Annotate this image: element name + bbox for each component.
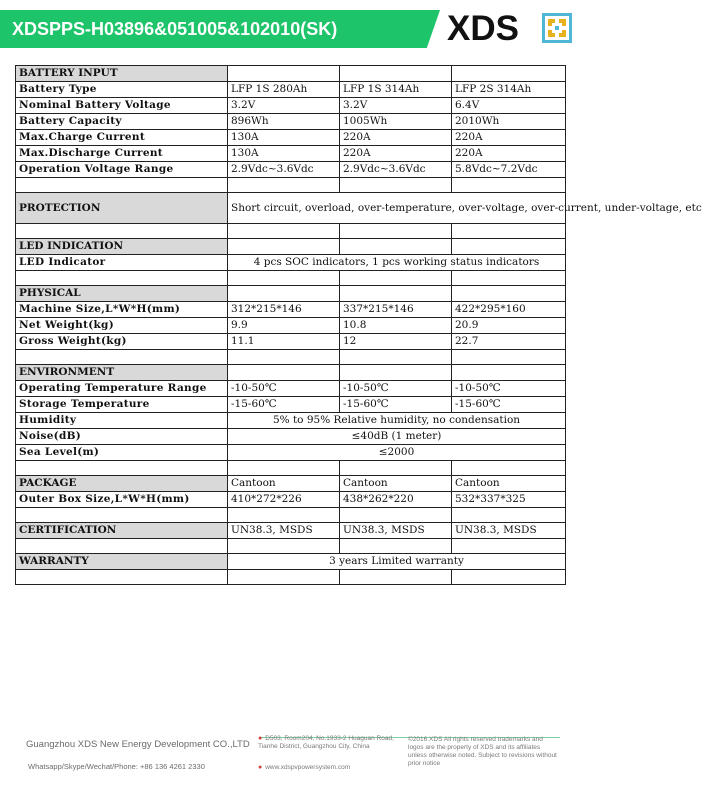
cell-value: 130A [228, 146, 340, 162]
cell-value: 12 [340, 334, 452, 350]
cell-value: 3 years Limited warranty [228, 554, 566, 570]
cell-value: 220A [452, 130, 566, 146]
row-label: Battery Capacity [16, 114, 228, 130]
cell-value: 2.9Vdc~3.6Vdc [340, 162, 452, 178]
globe-icon: ● [258, 764, 263, 771]
spacer-row [16, 570, 566, 585]
cell-value: 2010Wh [452, 114, 566, 130]
cell-value: 410*272*226 [228, 492, 340, 508]
cell-value: 22.7 [452, 334, 566, 350]
cell-value: -15-60℃ [228, 397, 340, 413]
row-label: Net Weight(kg) [16, 318, 228, 334]
cell-value: -15-60℃ [340, 397, 452, 413]
section-header-package: PACKAGE [16, 476, 228, 492]
cell-value: Cantoon [228, 476, 340, 492]
table-row [16, 397, 566, 413]
section-header-physical: PHYSICAL [16, 286, 228, 302]
cell-value: 9.9 [228, 318, 340, 334]
spacer-row [16, 539, 566, 554]
table-row [16, 302, 566, 318]
cell-value: 220A [452, 146, 566, 162]
cell-value: 337*215*146 [340, 302, 452, 318]
location-pin-icon: ● [258, 735, 263, 742]
cell-value: Cantoon [340, 476, 452, 492]
row-label: Machine Size,L*W*H(mm) [16, 302, 228, 318]
section-row-protection [16, 193, 566, 224]
spacer-row [16, 224, 566, 239]
xds-logo-icon [542, 13, 572, 43]
table-row [16, 381, 566, 397]
table-row [16, 334, 566, 350]
section-header-battery-input: BATTERY INPUT [16, 66, 228, 82]
section-row-physical [16, 286, 566, 302]
table-row [16, 114, 566, 130]
section-row-environment [16, 365, 566, 381]
cell-value: 2.9Vdc~3.6Vdc [228, 162, 340, 178]
cell-value: 11.1 [228, 334, 340, 350]
cell-value: Cantoon [452, 476, 566, 492]
footer-website-text[interactable]: www.xdspvpowersystem.com [265, 764, 351, 771]
row-label: Outer Box Size,L*W*H(mm) [16, 492, 228, 508]
table-row [16, 162, 566, 178]
row-label: Humidity [16, 413, 228, 429]
cell-value: UN38.3, MSDS [452, 523, 566, 539]
cell-value: -10-50℃ [340, 381, 452, 397]
table-row [16, 318, 566, 334]
cell-value: LFP 1S 280Ah [228, 82, 340, 98]
cell-value: 312*215*146 [228, 302, 340, 318]
cell-value: ≤40dB (1 meter) [228, 429, 566, 445]
cell-value: 438*262*220 [340, 492, 452, 508]
section-row-package [16, 476, 566, 492]
spacer-row [16, 350, 566, 365]
footer-website [258, 764, 350, 771]
row-label: Storage Temperature [16, 397, 228, 413]
cell-value: UN38.3, MSDS [228, 523, 340, 539]
spacer-row [16, 461, 566, 476]
row-label: LED Indicator [16, 255, 228, 271]
cell-value: 4 pcs SOC indicators, 1 pcs working status indicators [228, 255, 566, 271]
cell-value: 220A [340, 130, 452, 146]
table-row [16, 130, 566, 146]
section-row-led [16, 239, 566, 255]
row-label: Operating Temperature Range [16, 381, 228, 397]
spacer-row [16, 178, 566, 193]
cell-value: 896Wh [228, 114, 340, 130]
footer-address [258, 735, 406, 751]
footer-copyright: ©2016 XDS All rights reserved trademarks and logos are the property of XDS and its affiliates unless otherwise noted. Subject to revisions without prior notice [408, 736, 557, 767]
row-label: Nominal Battery Voltage [16, 98, 228, 114]
row-label: Max.Discharge Current [16, 146, 228, 162]
cell-value: 6.4V [452, 98, 566, 114]
cell-value: LFP 1S 314Ah [340, 82, 452, 98]
cell-value: -10-50℃ [452, 381, 566, 397]
cell-value: 130A [228, 130, 340, 146]
table-row [16, 98, 566, 114]
cell-value: 3.2V [228, 98, 340, 114]
table-row [16, 82, 566, 98]
section-row-certification [16, 523, 566, 539]
row-label: Sea Level(m) [16, 445, 228, 461]
spacer-row [16, 271, 566, 286]
cell-value: 5% to 95% Relative humidity, no condensation [228, 413, 566, 429]
footer-phone: Whatsapp/Skype/Wechat/Phone: +86 136 4261 2330 [28, 762, 205, 771]
table-row [16, 445, 566, 461]
cell-value: UN38.3, MSDS [340, 523, 452, 539]
document-title: XDSPPS-H03896&051005&102010(SK) [12, 19, 338, 39]
row-label: Battery Type [16, 82, 228, 98]
row-label: Noise(dB) [16, 429, 228, 445]
section-row-battery-input [16, 66, 566, 82]
cell-value: LFP 2S 314Ah [452, 82, 566, 98]
spacer-row [16, 508, 566, 523]
section-header-protection: PROTECTION [16, 193, 228, 224]
cell-value: 1005Wh [340, 114, 452, 130]
cell-value: ≤2000 [228, 445, 566, 461]
row-label: Gross Weight(kg) [16, 334, 228, 350]
section-row-warranty [16, 554, 566, 570]
brand-wordmark: XDS [447, 9, 519, 48]
cell-value: -10-50℃ [228, 381, 340, 397]
cell-value: 10.8 [340, 318, 452, 334]
row-label: Max.Charge Current [16, 130, 228, 146]
section-header-led: LED INDICATION [16, 239, 228, 255]
table-row [16, 146, 566, 162]
footer-company: Guangzhou XDS New Energy Development CO.,LTD [26, 739, 250, 750]
footer-address-text: D503, Room204, No.1933-2 Huaguan Road, Tianhe District, Guangzhou City, China [258, 735, 394, 750]
section-header-certification: CERTIFICATION [16, 523, 228, 539]
cell-value: 5.8Vdc~7.2Vdc [452, 162, 566, 178]
protection-text: Short circuit, overload, over-temperature, over-voltage, over-current, under-voltage, etc [228, 193, 566, 224]
cell-value: 3.2V [340, 98, 452, 114]
section-header-warranty: WARRANTY [16, 554, 228, 570]
cell-value: 422*295*160 [452, 302, 566, 318]
cell-value: 20.9 [452, 318, 566, 334]
section-header-environment: ENVIRONMENT [16, 365, 228, 381]
spec-table [15, 65, 702, 585]
table-row [16, 492, 566, 508]
cell-value: 532*337*325 [452, 492, 566, 508]
cell-value: -15-60℃ [452, 397, 566, 413]
row-label: Operation Voltage Range [16, 162, 228, 178]
table-row [16, 413, 566, 429]
table-row [16, 429, 566, 445]
cell-value: 220A [340, 146, 452, 162]
table-row [16, 255, 566, 271]
